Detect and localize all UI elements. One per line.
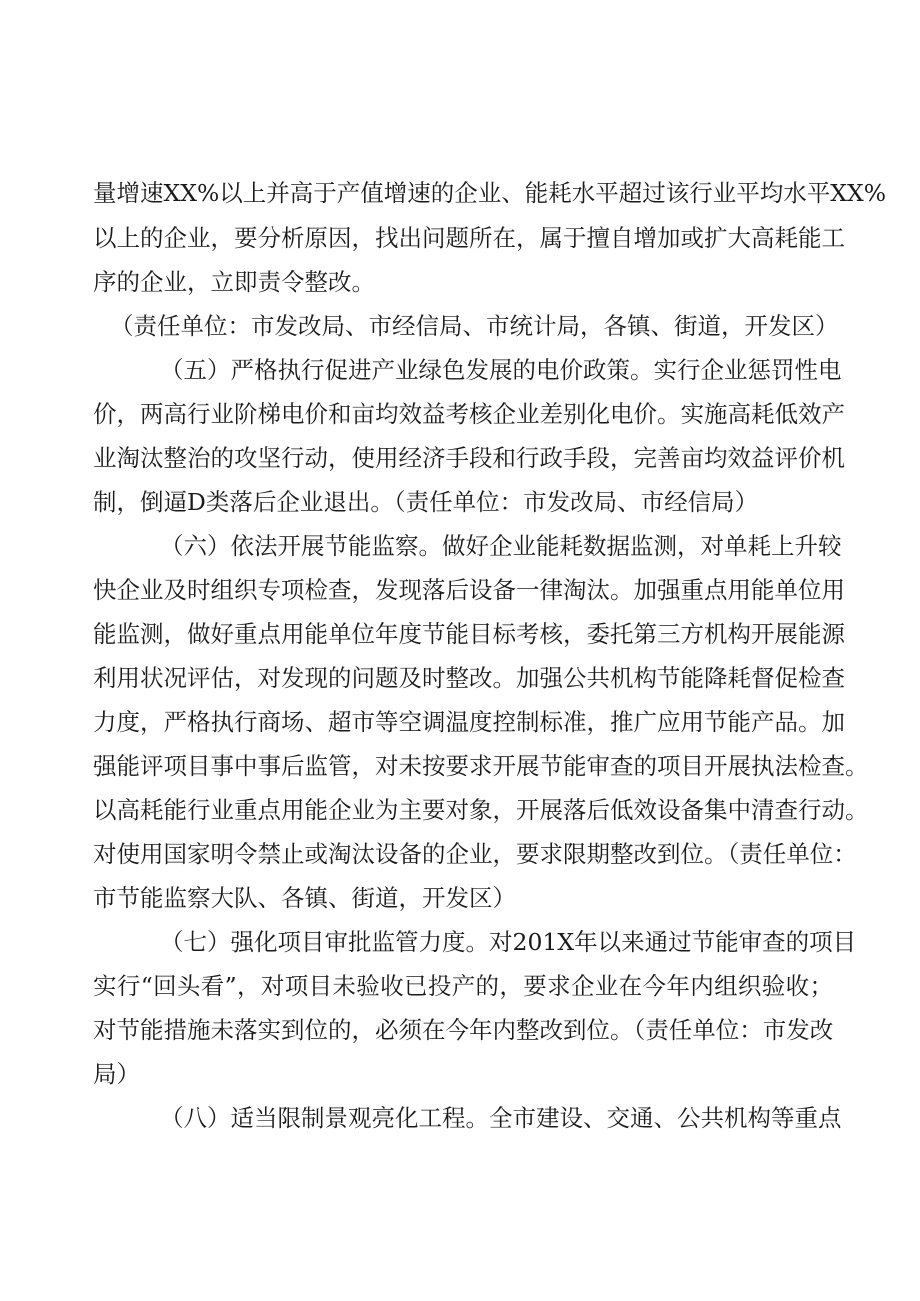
text-line: 序的企业，立即责令整改。 bbox=[93, 268, 375, 296]
text-line: （七）强化项目审批监管力度。对201X年以来通过节能审查的项目 bbox=[160, 928, 857, 956]
text-line: 快企业及时组织专项检查，发现落后设备一律淘汰。加强重点用能单位用 bbox=[93, 576, 845, 604]
text-line: 力度，严格执行商场、超市等空调温度控制标准，推广应用节能产品。加 bbox=[93, 708, 845, 736]
text-line: （责任单位：市发改局、市经信局、市统计局，各镇、街道，开发区） bbox=[110, 312, 839, 340]
text-line: 市节能监察大队、各镇、街道，开发区） bbox=[93, 884, 516, 912]
text-line: 局） bbox=[93, 1060, 140, 1088]
text-line: 实行“回头看”，对项目未验收已投产的，要求企业在今年内组织验收； bbox=[93, 972, 833, 1000]
text-line: 以高耗能行业重点用能企业为主要对象，开展落后低效设备集中清查行动。 bbox=[93, 796, 869, 824]
text-line: 制，倒逼D类落后企业退出。（责任单位：市发改局、市经信局） bbox=[93, 488, 759, 516]
text-line: 对使用国家明令禁止或淘汰设备的企业，要求限期整改到位。（责任单位： bbox=[93, 840, 857, 868]
text-line: （八）适当限制景观亮化工程。全市建设、交通、公共机构等重点 bbox=[160, 1104, 842, 1132]
text-line: 对节能措施未落实到位的，必须在今年内整改到位。（责任单位：市发改 bbox=[93, 1016, 834, 1044]
text-line: 以上的企业，要分析原因，找出问题所在，属于擅自增加或扩大高耗能工 bbox=[93, 224, 845, 252]
text-line: （五）严格执行促进产业绿色发展的电价政策。实行企业惩罚性电 bbox=[160, 356, 842, 384]
text-line: 强能评项目事中事后监管，对未按要求开展节能审查的项目开展执法检查。 bbox=[93, 752, 869, 780]
text-line: 价，两高行业阶梯电价和亩均效益考核企业差别化电价。实施高耗低效产 bbox=[93, 400, 845, 428]
text-line: 能监测，做好重点用能单位年度节能目标考核，委托第三方机构开展能源 bbox=[93, 620, 845, 648]
text-line: 业淘汰整治的攻坚行动，使用经济手段和行政手段，完善亩均效益评价机 bbox=[93, 444, 845, 472]
text-line: 量增速XX%以上并高于产值增速的企业、能耗水平超过该行业平均水平XX% bbox=[93, 179, 887, 207]
text-line: （六）依法开展节能监察。做好企业能耗数据监测，对单耗上升较 bbox=[160, 532, 842, 560]
text-line: 利用状况评估，对发现的问题及时整改。加强公共机构节能降耗督促检查 bbox=[93, 664, 845, 692]
